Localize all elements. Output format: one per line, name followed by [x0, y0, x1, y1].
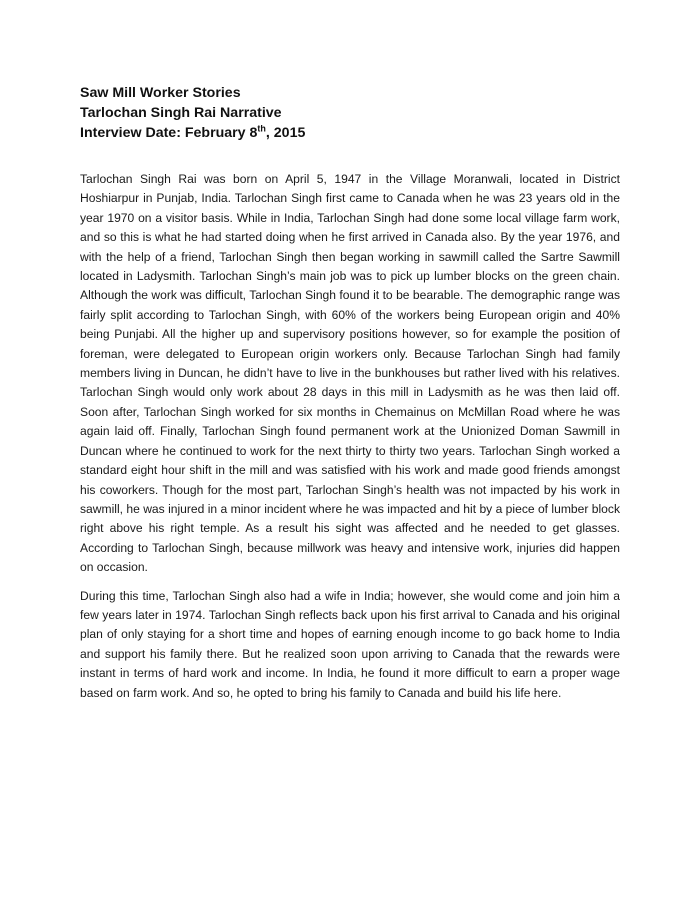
- interview-date: [80, 123, 620, 143]
- series-title: Saw Mill Worker Stories: [80, 85, 241, 101]
- interview-date-year: , 2015: [265, 125, 306, 141]
- interview-date-prefix: Interview Date: February 8: [80, 125, 258, 141]
- narrative-title: Tarlochan Singh Rai Narrative: [80, 105, 282, 121]
- interview-date-ordinal: th: [257, 123, 266, 134]
- narrative-body: [80, 170, 620, 703]
- paragraph: Tarlochan Singh Rai was born on April 5, 1947 in the Village Moranwali, located in District Hoshiarpur in Punjab, India. Tarlochan Singh first came to Canada when he was 23 years old in the year 1970 on a visitor basis. While in India, Tarlochan Singh had done some local village farm work, and so this is what he had started doing when he first arrived in Canada also. By the year 1976, and with the help of a friend, Tarlochan Singh then began working in sawmill called the Sartre Sawmill located in Ladysmith. Tarlochan Singh’s main job was to pick up lumber blocks on the green chain. Although the work was difficult, Tarlochan Singh found it to be bearable. The demographic range was fairly split according to Tarlochan Singh, with 60% of the workers being European origin and 40% being Punjabi. All the higher up and supervisory positions however, so for example the position of foreman, were delegated to European origin workers only. Because Tarlochan Singh had family members living in Duncan, he didn’t have to live in the bunkhouses but rather lived with his relatives. Tarlochan Singh would only work about 28 days in this mill in Ladysmith as he was then laid off. Soon after, Tarlochan Singh worked for six months in Chemainus on McMillan Road where he was again laid off. Finally, Tarlochan Singh found permanent work at the Unionized Doman Sawmill in Duncan where he continued to work for the next thirty to thirty two years. Tarlochan Singh worked a standard eight hour shift in the mill and was satisfied with his work and made good friends amongst his coworkers. Though for the most part, Tarlochan Singh’s health was not impacted by his work in sawmill, he was injured in a minor incident where he was impacted and hit by a piece of lumber block right above his right temple. As a result his sight was affected and he needed to get glasses. According to Tarlochan Singh, because millwork was heavy and intensive work, injuries did happen on occasion.: [80, 172, 620, 575]
- paragraph: During this time, Tarlochan Singh also had a wife in India; however, she would come and join him a few years later in 1974. Tarlochan Singh reflects back upon his first arrival to Canada and his original plan of only staying for a short time and hopes of earning enough income to go back home to India and support his family there. But he realized soon upon arriving to Canada that the rewards were instant in terms of hard work and income. In India, he found it more difficult to earn a proper wage based on farm work. And so, he opted to bring his family to Canada and build his life here.: [80, 588, 620, 700]
- document-header: [80, 83, 620, 143]
